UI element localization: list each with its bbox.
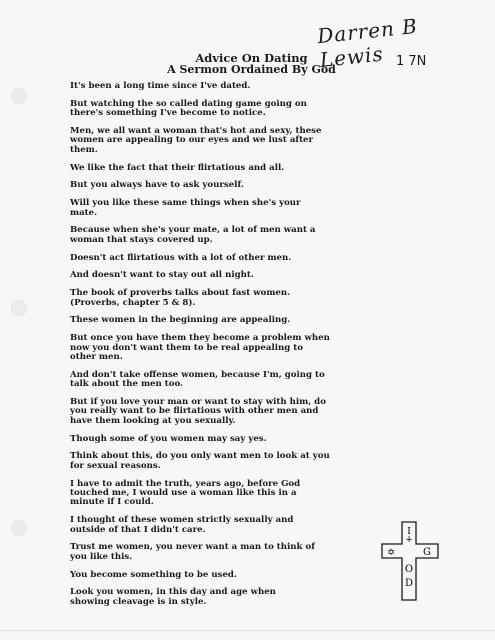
paragraph: The book of proverbs talks about fast women. (Proverbs, chapter 5 & 8).	[70, 288, 291, 308]
paragraph: Trust me women, you never want a man to think of you like this.	[70, 542, 315, 562]
document-subtitle: A Sermon Ordained By God	[167, 63, 336, 76]
page-edge	[0, 630, 495, 631]
paragraph: Doesn't act flirtatious with a lot of other men.	[70, 252, 292, 263]
paragraph: Think about this, do you only want men to look at you for sexual reasons.	[70, 451, 330, 471]
paragraph: These women in the beginning are appealing.	[70, 315, 291, 326]
paragraph: But watching the so called dating game going on there's something I've become to notice.	[70, 98, 307, 119]
paragraph: And doesn't want to stay out all night.	[70, 270, 254, 281]
svg-text:+: +	[405, 535, 413, 545]
paragraph: Will you like these same things when she's your mate.	[70, 198, 301, 218]
star-of-david-icon: ✡	[387, 548, 395, 558]
paragraph: Look you women, in this day and age when showing cleavage is in style.	[70, 587, 276, 607]
paragraph: I have to admit the truth, years ago, before God touched me, I would use a woman like this in a minute if I could.	[70, 478, 301, 508]
paragraph: And don't take offense women, because I'm, going to talk about the men too.	[70, 369, 325, 390]
binder-hole	[11, 300, 27, 316]
paragraph: But if you love your man or want to stay with him, do you really want to be flirtatious with other men and have them looking at you sexually.	[70, 397, 326, 426]
paragraph: Men, we all want a woman that's hot and sexy, these women are appealing to our eyes and we lust after them.	[70, 126, 322, 155]
sermon-body	[70, 82, 410, 616]
cross-letter-i: I	[407, 527, 411, 537]
paragraph: It's been a long time since I've dated.	[70, 81, 251, 91]
paragraph: But you always have to ask yourself.	[70, 180, 244, 191]
paragraph: I thought of these women strictly sexually and outside of that I didn't care.	[70, 515, 294, 535]
hand-drawn-cross-icon	[380, 520, 440, 602]
paragraph: Though some of you women may say yes.	[70, 433, 267, 444]
binder-hole	[11, 520, 27, 536]
cross-letter-o: O	[404, 564, 414, 575]
paragraph: You become something to be used.	[70, 569, 237, 580]
handwritten-signature: Darren B Lewis	[316, 13, 419, 73]
binder-hole	[11, 88, 27, 104]
paragraph: We like the fact that their flirtatious and all.	[70, 162, 285, 173]
paragraph: But once you have them they become a problem when now you don't want them to be real appealing to other men.	[70, 333, 330, 363]
title-block	[0, 52, 495, 76]
document-title: Advice On Dating	[195, 51, 308, 65]
page-number: 1 7N	[396, 54, 427, 69]
cross-letter-g: G	[423, 547, 431, 558]
cross-letter-d: D	[404, 578, 414, 589]
paragraph: Because when she's your mate, a lot of men want a woman that stays covered up.	[70, 225, 316, 245]
